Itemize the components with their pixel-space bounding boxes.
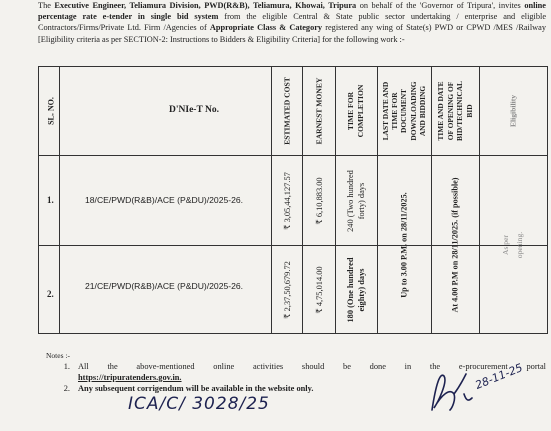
notes-label: Notes :- xyxy=(46,351,70,360)
header-sl-no: SL. NO. xyxy=(46,97,56,125)
last-date-value: Up to 3.00 P.M. on 28/11/2025. xyxy=(399,192,409,298)
class-category: Appropriate Class & Category xyxy=(209,23,323,33)
intro-text: registered any wing of State(s) PWD or CPWD /MES /Railway [Eligibility criteria as per SECTION-2: Instructions to Bidders & Eligibility Criteria] for the following work :- xyxy=(38,23,546,44)
row-1-dnit: 18/CE/PWD(R&B)/ACE (P&DU)/2025-26. xyxy=(85,195,244,205)
row-1-sl: 1. xyxy=(47,195,54,205)
note-text: Any subsequent corrigendum will be available in the website only. xyxy=(78,384,314,393)
row-2-earnest: ₹ 4,75,014.00 xyxy=(315,266,324,314)
intro-paragraph xyxy=(38,0,546,45)
column-divider xyxy=(479,67,480,333)
column-divider xyxy=(377,67,378,333)
header-last-date: LAST DATE AND TIME FOR DOCUMENT DOWNLOADING AND BIDDING xyxy=(380,81,427,141)
row-1-earnest: ₹ 6,10,883.00 xyxy=(315,177,324,225)
column-divider xyxy=(431,67,432,333)
row-2-dnit: 21/CE/PWD(R&B)/ACE (P&DU)/2025-26. xyxy=(85,281,244,291)
note-number: 2. xyxy=(63,384,70,393)
header-time-completion: TIME FOR COMPLETION xyxy=(346,84,365,138)
signature xyxy=(424,361,525,424)
header-earnest-money: EARNEST MONEY xyxy=(314,77,324,145)
eligibility-value: As per opening. xyxy=(501,231,524,259)
issuing-authority: Executive Engineer, Teliamura Division, PWD(R&B), Teliamura, Khowai, Tripura xyxy=(54,1,357,10)
handwritten-reference: ICA/C/ 3028/25 xyxy=(128,394,270,414)
header-dnit: D'NIe-T No. xyxy=(169,105,219,115)
intro-text: on behalf of the 'Governor of Tripura', invites xyxy=(356,1,525,10)
row-1-cost: ₹ 3,05,44,127.57 xyxy=(283,172,292,230)
tender-table xyxy=(38,66,548,334)
tender-type: online percentage rate e-tender in single bid system xyxy=(38,1,546,22)
row-2-sl: 2. xyxy=(47,289,54,299)
intro-text: from the eligible Central & State public sector undertaking / enterprise and eligible Contractors/Firms/Private Ltd. Firm /Agencies of xyxy=(38,12,546,33)
note-number: 1. xyxy=(63,362,70,371)
header-eligibility: Eligibility xyxy=(508,94,518,128)
eprocurement-link[interactable]: https://tripuratenders.gov.in. xyxy=(78,373,182,382)
row-1-time: 240 (Two hundred forty) days xyxy=(346,170,366,232)
note-text: All the above-mentioned online activities should be done in the e-procurement portal xyxy=(78,362,546,371)
header-divider xyxy=(39,155,547,156)
column-divider xyxy=(335,67,336,333)
header-estimated-cost: ESTIMATED COST xyxy=(282,77,292,145)
column-divider xyxy=(302,67,303,333)
signature-date: 28-11-25 xyxy=(473,361,525,392)
row-2-cost: ₹ 2,37,50,679.72 xyxy=(283,261,292,319)
row-divider xyxy=(39,245,547,246)
intro-text: The xyxy=(38,1,55,10)
row-2-time: 180 (One hundred eighty) days xyxy=(346,257,366,323)
opening-value: At 4.00 P.M on 28/11/2025. (if possible) xyxy=(450,177,460,313)
header-opening: TIME AND DATE OF OPENING OF BID/TECHNICAL BID xyxy=(436,81,474,141)
